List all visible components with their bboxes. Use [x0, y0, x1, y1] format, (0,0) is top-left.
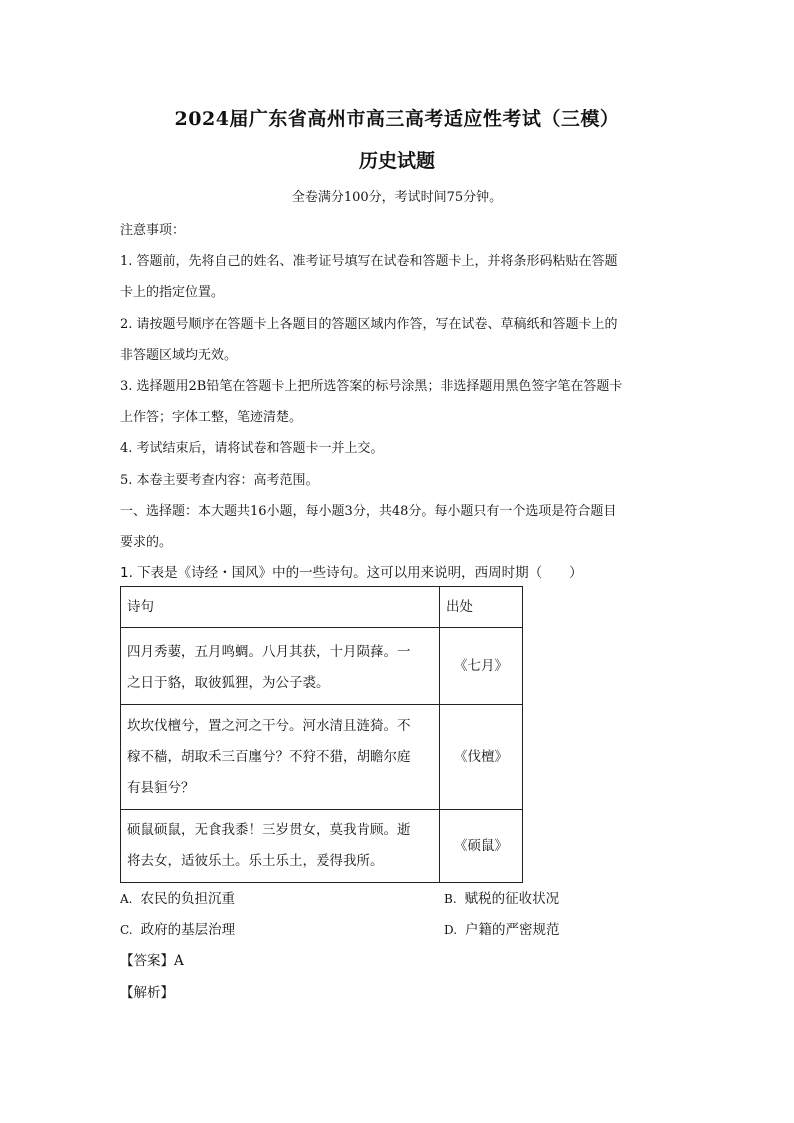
poem-line: 坎坎伐檀兮，置之河之干兮。河水清且涟猗。不: [127, 717, 411, 734]
notice-heading: 注意事项：: [120, 223, 186, 238]
option-b[interactable]: [444, 887, 559, 907]
source-cell: 《七月》: [440, 628, 523, 705]
option-text: 政府的基层治理: [140, 922, 236, 938]
exam-subject: 历史试题: [358, 150, 435, 172]
question-1-stem: 1. 下表是《诗经・国风》中的一些诗句。这可以用来说明，西周时期（ ）: [120, 565, 583, 581]
table-header-poem: 诗句: [121, 587, 440, 628]
notice-line: 4. 考试结束后，请将试卷和答题卡一并上交。: [120, 441, 384, 456]
source-cell: 《伐檀》: [440, 705, 523, 810]
option-text: 农民的负担沉重: [140, 891, 235, 907]
analysis-heading: 【解析】: [120, 985, 174, 1001]
table-header-source: 出处: [440, 587, 523, 628]
poem-line: 稼不穑，胡取禾三百廛兮？不狩不猎，胡瞻尔庭: [127, 748, 411, 765]
exam-info: 全卷满分100分，考试时间75分钟。: [291, 190, 503, 205]
option-d[interactable]: [444, 918, 560, 938]
option-a[interactable]: [120, 887, 235, 907]
option-text: 户籍的严密规范: [465, 922, 560, 938]
poem-cell: [121, 628, 440, 705]
exam-title: 2024届广东省高州市高三高考适应性考试（三模）: [174, 108, 620, 130]
notice-line: 1. 答题前，先将自己的姓名、准考证号填写在试卷和答题卡上，并将条形码粘贴在答题: [120, 254, 618, 269]
notice-line: 卡上的指定位置。: [120, 285, 225, 300]
poem-line: 之日于貉，取彼狐狸，为公子裘。: [127, 674, 330, 691]
option-letter: A.: [120, 892, 133, 906]
section-heading-cont: 要求的。: [120, 535, 173, 550]
option-letter: D.: [444, 923, 458, 937]
poem-cell: [121, 810, 440, 883]
option-letter: C.: [120, 923, 133, 937]
option-text: 赋税的征收状况: [464, 891, 560, 907]
notice-line: 2. 请按题号顺序在答题卡上各题目的答题区域内作答，写在试卷、草稿纸和答题卡上的: [120, 317, 618, 332]
poem-table: [120, 586, 523, 883]
poem-cell: [121, 705, 440, 810]
table-header-row: [121, 587, 523, 628]
option-c[interactable]: [120, 918, 235, 938]
table-row: [121, 705, 523, 810]
poem-line: 有县貆兮？: [127, 779, 195, 796]
poem-line: 将去女，适彼乐土。乐土乐土，爰得我所。: [127, 853, 384, 869]
section-heading: 一、选择题：本大题共16小题，每小题3分，共48分。每小题只有一个选项是符合题目: [120, 504, 617, 519]
answer-line: 【答案】A: [120, 953, 184, 969]
notice-line: 3. 选择题用2B铅笔在答题卡上把所选答案的标号涂黑；非选择题用黑色签字笔在答题卡: [120, 379, 623, 394]
notice-line: 上作答；字体工整，笔迹清楚。: [120, 410, 303, 425]
option-letter: B.: [444, 892, 457, 906]
poem-line: 四月秀葽，五月鸣蜩。八月其获，十月陨萚。一: [127, 643, 411, 660]
poem-line: 硕鼠硕鼠，无食我黍！三岁贯女，莫我肯顾。逝: [127, 822, 411, 838]
table-row: [121, 628, 523, 705]
notice-line: 非答题区域均无效。: [120, 348, 238, 363]
source-cell: 《硕鼠》: [440, 810, 523, 883]
table-row: [121, 810, 523, 883]
notice-line: 5. 本卷主要考查内容：高考范围。: [120, 473, 319, 488]
